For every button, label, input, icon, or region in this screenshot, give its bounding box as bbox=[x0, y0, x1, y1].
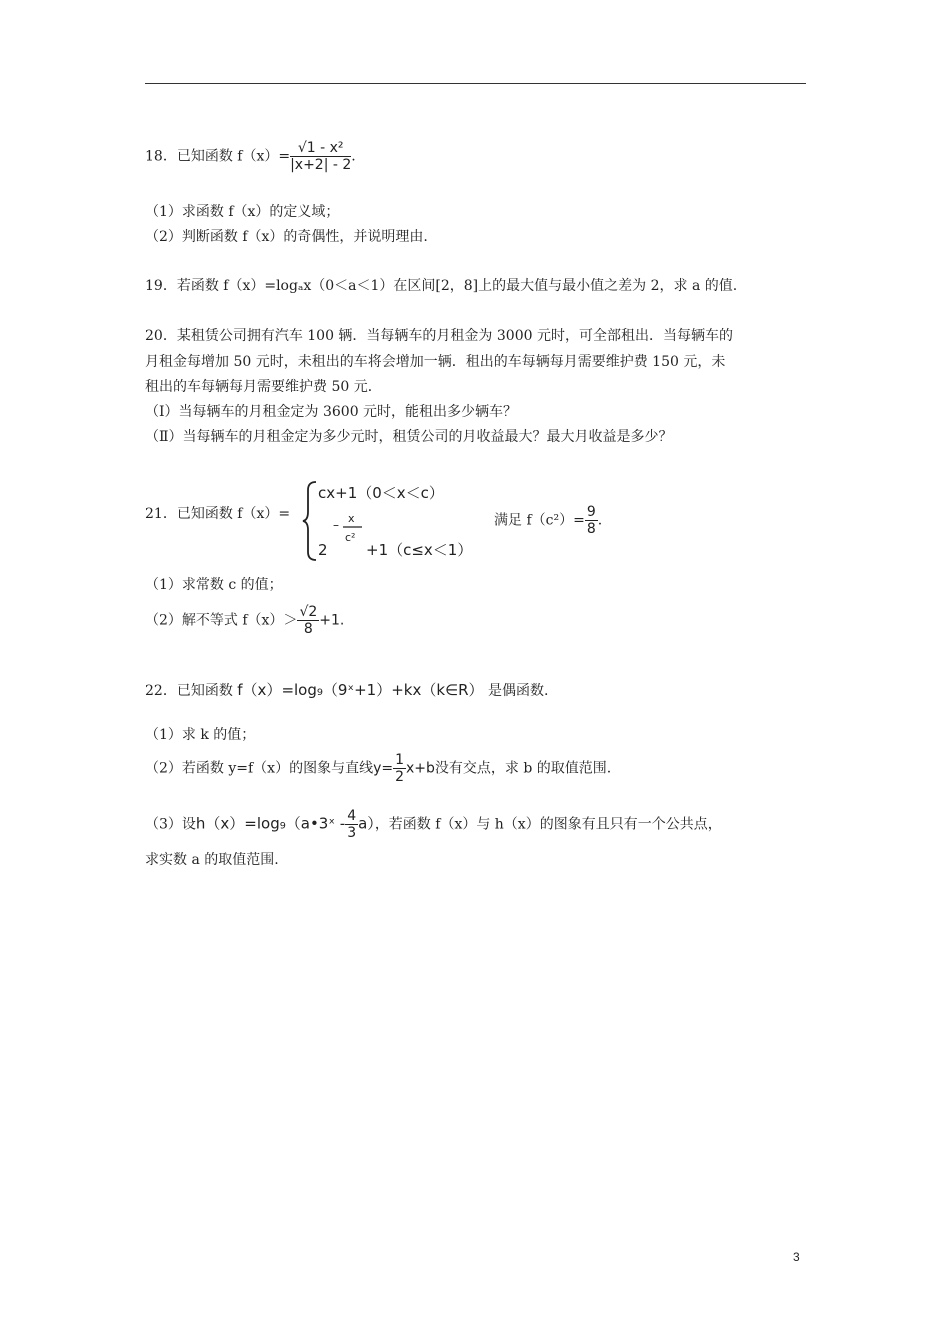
q22-formula: f（x）=log₉（9ˣ+1）+kx（k∈R） bbox=[237, 681, 484, 699]
q18-suffix: . bbox=[351, 148, 356, 165]
q21-part1: （1）求常数 c 的值； bbox=[145, 577, 283, 593]
q22-part3 bbox=[145, 808, 722, 841]
q18-fraction bbox=[290, 140, 351, 173]
q22-p3-den: 3 bbox=[347, 825, 357, 841]
q21-p2-fraction bbox=[297, 604, 319, 637]
q18-stem bbox=[145, 140, 356, 173]
q18-prefix: 18．已知函数 f（x）= bbox=[145, 148, 291, 165]
q21-case2-rest: +1（c≤x＜1） bbox=[366, 541, 473, 559]
q22-p2-fraction bbox=[393, 752, 406, 785]
q22-p2-suffix: 没有交点，求 b 的取值范围. bbox=[434, 760, 612, 777]
q22-part2 bbox=[145, 752, 611, 785]
q22-p3-formula-a: h（x）=log₉（a•3ˣ - bbox=[195, 814, 346, 833]
q22-p2-lhs: y= bbox=[373, 760, 394, 777]
q21-frac-num: 9 bbox=[586, 504, 596, 520]
q21-p2-den: 8 bbox=[303, 621, 313, 637]
q21-case2-exp-den: c² bbox=[345, 531, 356, 544]
q18-numerator: √1 - x² bbox=[290, 140, 351, 157]
q21-mid: 满足 f（c²）= bbox=[494, 512, 585, 529]
q22-suffix: 是偶函数. bbox=[487, 683, 549, 699]
q21-case2-exp-minus: – bbox=[333, 518, 339, 532]
q22-p2-rhs: x+b bbox=[406, 760, 435, 777]
q21-case1: cx+1（0＜x＜c） bbox=[318, 484, 444, 502]
q22-stem bbox=[145, 680, 548, 701]
q18-part2: （2）判断函数 f（x）的奇偶性，并说明理由. bbox=[145, 229, 428, 245]
q20-line1: 20．某租赁公司拥有汽车 100 辆．当每辆车的月租金为 3000 元时，可全部租出．当每辆车的 bbox=[145, 328, 733, 344]
q21-brace bbox=[303, 482, 316, 560]
q21-piecewise bbox=[302, 478, 502, 564]
q21-case2-exp-num: x bbox=[348, 512, 355, 525]
q18-denominator: |x+2| - 2 bbox=[290, 157, 352, 173]
q18-part1: （1）求函数 f（x）的定义域； bbox=[145, 204, 340, 220]
q22-p3-formula-b: a） bbox=[358, 814, 375, 833]
q22-p3-suffix: ，若函数 f（x）与 h（x）的图象有且只有一个公共点， bbox=[374, 816, 722, 833]
q22-p2-num: 1 bbox=[395, 752, 405, 768]
q21-prefix: 21．已知函数 f（x）= bbox=[145, 506, 291, 522]
header-rule bbox=[145, 83, 806, 84]
q21-frac-den: 8 bbox=[586, 521, 596, 537]
q22-p2-den: 2 bbox=[395, 769, 405, 785]
q20-line3: 租出的车每辆每月需要维护费 50 元． bbox=[145, 379, 382, 395]
q22-p2-prefix: （2）若函数 y=f（x）的图象与直线 bbox=[145, 760, 374, 777]
q20-part1: （Ⅰ）当每辆车的月租金定为 3600 元时，能租出多少辆车？ bbox=[145, 404, 518, 420]
q19-stem: 19．若函数 f（x）=logₐx（0＜a＜1）在区间[2，8]上的最大值与最小值之差为 2，求 a 的值. bbox=[145, 278, 738, 294]
q21-part2 bbox=[145, 604, 344, 637]
q22-p3-num: 4 bbox=[347, 808, 357, 824]
page-number: 3 bbox=[793, 1250, 800, 1264]
q20-line2: 月租金每增加 50 元时，未租出的车将会增加一辆．租出的车每辆每月需要维护费 150 元，未 bbox=[145, 354, 726, 370]
q21-fraction bbox=[585, 504, 598, 537]
q21-condition: 满足 f（c²）= $\frac{9}{8}$ . bbox=[494, 504, 603, 537]
q21-p2-num: √2 bbox=[299, 604, 318, 620]
q21-p2-suffix: +1. bbox=[319, 612, 345, 629]
q22-part1: （1）求 k 的值； bbox=[145, 727, 256, 743]
q22-p3-fraction bbox=[345, 808, 358, 841]
q21-case2-base: 2 bbox=[318, 541, 328, 559]
q22-prefix: 22．已知函数 bbox=[145, 683, 233, 699]
q22-part3-line2: 求实数 a 的取值范围. bbox=[145, 852, 279, 868]
q22-p3-prefix: （3）设 bbox=[145, 816, 196, 833]
q21-p2-prefix: （2）解不等式 f（x）＞ bbox=[145, 612, 298, 629]
q20-part2: （Ⅱ）当每辆车的月租金定为多少元时，租赁公司的月收益最大？最大月收益是多少？ bbox=[145, 429, 673, 445]
